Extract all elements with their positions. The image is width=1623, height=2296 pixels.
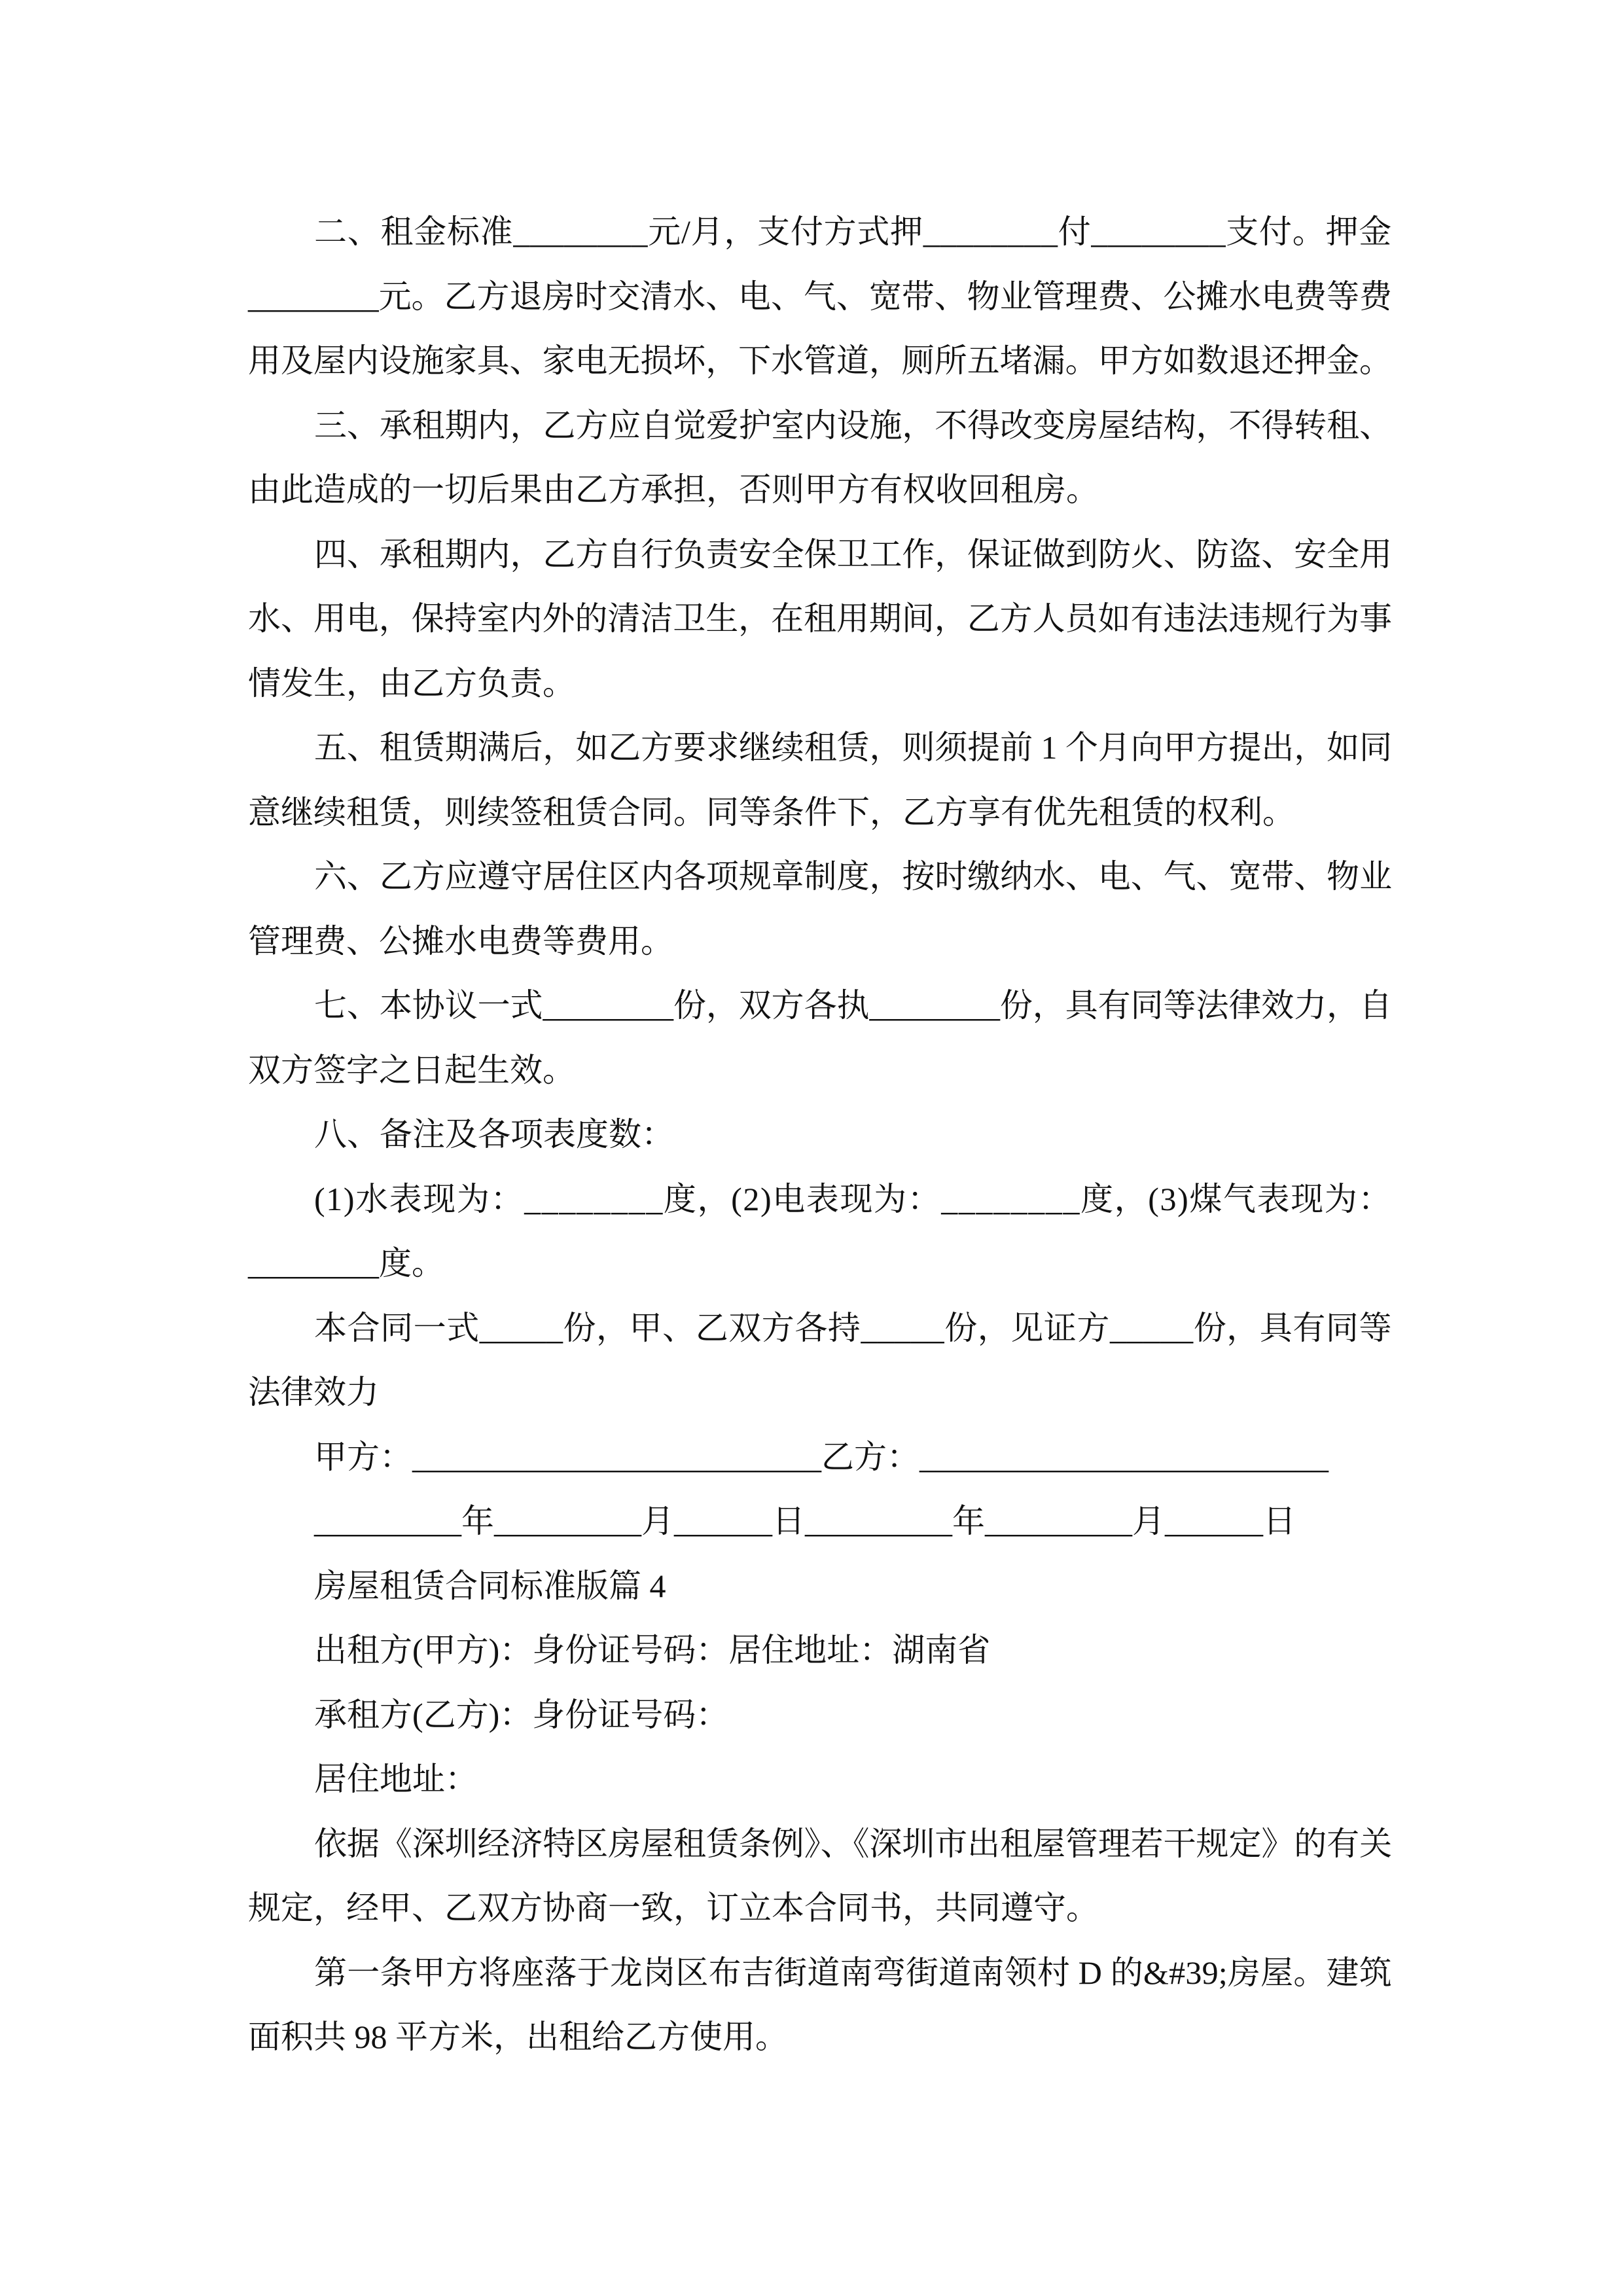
signature-line (248, 1425, 1392, 1490)
clause-3-line (248, 457, 1392, 522)
article-1-line (248, 1941, 1392, 2005)
article-1-text: 面积共 98 平方米，出租给乙方使用。 (248, 2018, 788, 2055)
clause-5-line (248, 715, 1392, 780)
clause-6-line (248, 844, 1392, 909)
meter-readings-text: (1)水表现为：________度，(2)电表现为：________度，(3)煤气表现为： (314, 1180, 1392, 1217)
copies-line (248, 1296, 1392, 1361)
clause-3-text: 三、承租期内，乙方应自觉爱护室内设施，不得改变房屋结构，不得转租、 (314, 406, 1392, 444)
clause-3-line (248, 393, 1392, 458)
clause-2-text: 用及屋内设施家具、家电无损坏，下水管道，厕所五堵漏。甲方如数退还押金。 (248, 342, 1392, 379)
clause-4-line (248, 586, 1392, 651)
address-text: 居住地址： (314, 1761, 478, 1797)
clause-7-line (248, 1038, 1392, 1103)
lessee-text: 承租方(乙方)：身份证号码： (314, 1696, 729, 1733)
basis-line (248, 1812, 1392, 1876)
clause-6-text: 管理费、公摊水电费等费用。 (248, 922, 673, 960)
clause-6-line (248, 909, 1392, 974)
clause-4-text: 情发生，由乙方负责。 (248, 664, 575, 702)
meter-readings-line (248, 1231, 1392, 1296)
section-title-text: 房屋租赁合同标准版篇 4 (314, 1567, 666, 1604)
meter-readings-line (248, 1167, 1392, 1232)
clause-4-line (248, 651, 1392, 716)
clause-2-text: ________元。乙方退房时交清水、电、气、宽带、物业管理费、公摊水电费等费 (248, 278, 1392, 315)
document-body (248, 200, 1392, 2070)
lessor-text: 出租方(甲方)：身份证号码：居住地址：湖南省 (314, 1632, 991, 1668)
clause-2-line (248, 264, 1392, 329)
clause-3-text: 由此造成的一切后果由乙方承担，否则甲方有权收回租房。 (248, 471, 1099, 508)
copies-text: 本合同一式_____份，甲、乙双方各持_____份，见证方_____份，具有同等 (314, 1309, 1392, 1346)
clause-4-text: 水、用电，保持室内外的清洁卫生，在租用期间，乙方人员如有违法违规行为事 (248, 600, 1392, 637)
meter-readings-text: ________度。 (248, 1245, 444, 1282)
clause-2-line (248, 329, 1392, 393)
copies-text: 法律效力 (248, 1374, 379, 1410)
clause-2-text: 二、租金标准________元/月，支付方式押________付________支付。押金 (314, 213, 1392, 250)
basis-text: 依据《深圳经济特区房屋租赁条例》、《深圳市出租屋管理若干规定》的有关 (314, 1825, 1392, 1862)
basis-line (248, 1876, 1392, 1941)
clause-4-text: 四、承租期内，乙方自行负责安全保卫工作，保证做到防火、防盗、安全用 (314, 535, 1392, 573)
clause-8-text: 八、备注及各项表度数： (314, 1116, 674, 1153)
clause-4-line (248, 522, 1392, 587)
clause-5-line (248, 780, 1392, 845)
clause-7-text: 七、本协议一式________份，双方各执________份，具有同等法律效力，自 (314, 987, 1392, 1024)
copies-line (248, 1360, 1392, 1425)
clause-6-text: 六、乙方应遵守居住区内各项规章制度，按时缴纳水、电、气、宽带、物业 (314, 858, 1392, 895)
lessee-line (248, 1683, 1392, 1748)
clause-5-text: 意继续租赁，则续签租赁合同。同等条件下，乙方享有优先租赁的权利。 (248, 793, 1295, 831)
address-line (248, 1747, 1392, 1812)
clause-2-line (248, 200, 1392, 264)
clause-5-text: 五、租赁期满后，如乙方要求继续租赁，则须提前 1 个月向甲方提出，如同 (314, 729, 1392, 766)
clause-7-text: 双方签字之日起生效。 (248, 1051, 575, 1088)
date-text: _________年_________月______日_________年_________月______日 (314, 1503, 1296, 1539)
article-1-text: 第一条甲方将座落于龙岗区布吉街道南弯街道南领村 D 的&#39;房屋。建筑 (314, 1954, 1392, 1991)
lessor-line (248, 1618, 1392, 1683)
article-1-line (248, 2005, 1392, 2070)
basis-text: 规定，经甲、乙双方协商一致，订立本合同书，共同遵守。 (248, 1890, 1099, 1926)
signature-text: 甲方：_________________________乙方：_________________________ (314, 1438, 1329, 1475)
date-line (248, 1489, 1392, 1554)
clause-8-heading (248, 1102, 1392, 1167)
section-title (248, 1554, 1392, 1619)
clause-7-line (248, 973, 1392, 1038)
